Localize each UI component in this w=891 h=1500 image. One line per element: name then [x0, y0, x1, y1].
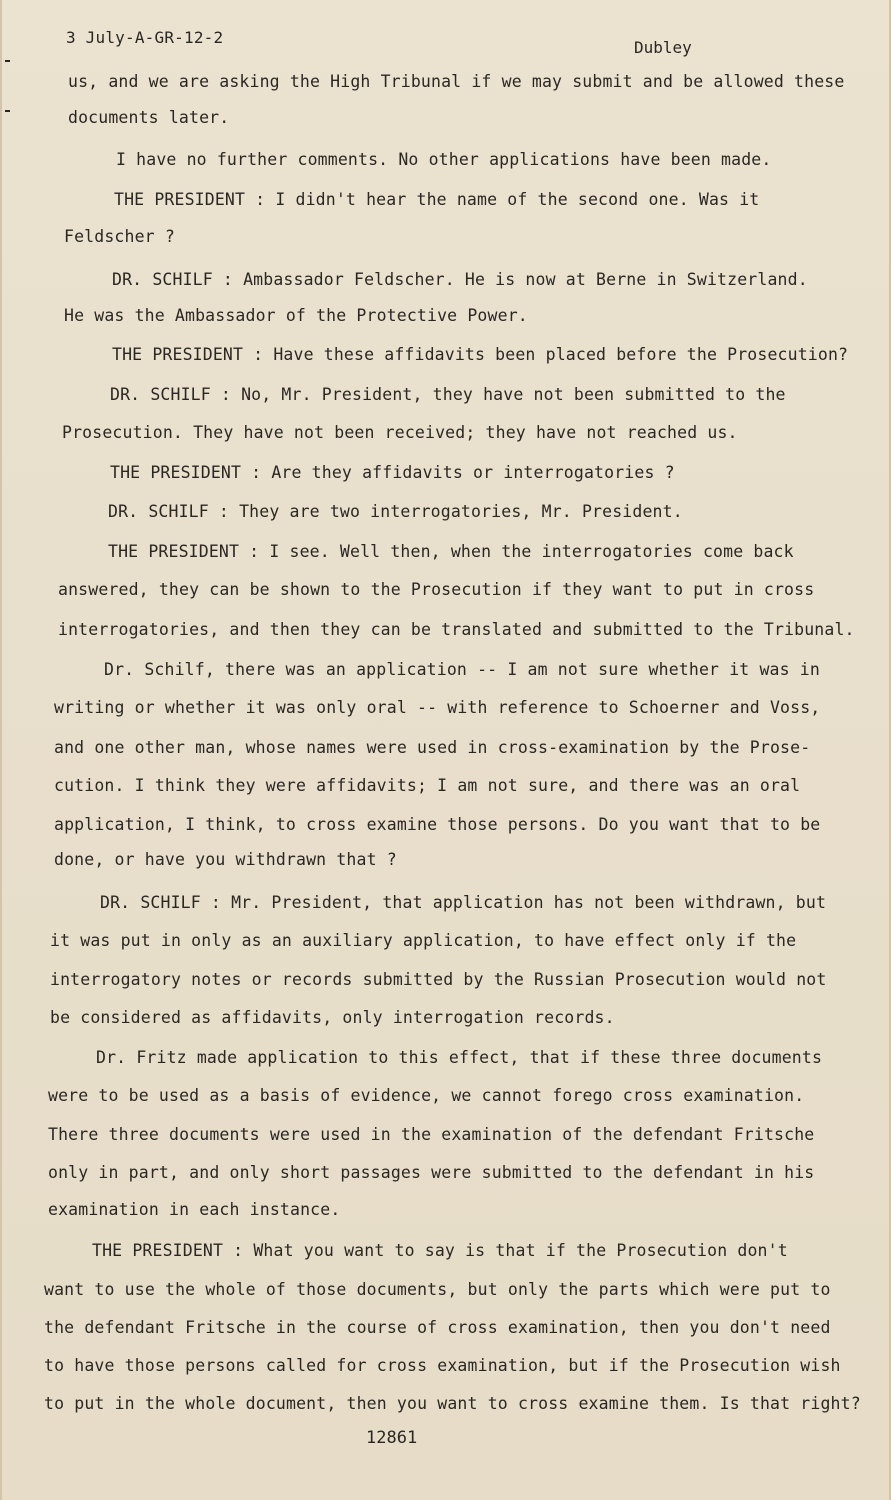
- speaker-line: THE PRESIDENT : I didn't hear the name of the second one. Was it: [114, 190, 760, 209]
- text-line: it was put in only as an auxiliary application, to have effect only if the: [50, 931, 797, 950]
- page-reference: 3 July-A-GR-12-2: [66, 28, 224, 47]
- text-line: writing or whether it was only oral -- with reference to Schoerner and Voss,: [54, 698, 821, 717]
- text-line: Prosecution. They have not been received; they have not reached us.: [62, 423, 738, 442]
- speaker-line: THE PRESIDENT : I see. Well then, when the interrogatories come back: [108, 542, 794, 561]
- text-line: I have no further comments. No other applications have been made.: [116, 150, 772, 169]
- text-line: only in part, and only short passages were submitted to the defendant in his: [48, 1163, 815, 1182]
- text-line: interrogatories, and then they can be translated and submitted to the Tribunal.: [58, 620, 855, 639]
- speaker-line: THE PRESIDENT : Are they affidavits or interrogatories ?: [110, 463, 675, 482]
- text-line: want to use the whole of those documents, but only the parts which were put to: [44, 1280, 831, 1299]
- speaker-line: DR. SCHILF : Mr. President, that application has not been withdrawn, but: [100, 893, 827, 912]
- text-line: documents later.: [68, 108, 230, 127]
- text-line: application, I think, to cross examine those persons. Do you want that to be: [54, 815, 821, 834]
- text-line: done, or have you withdrawn that ?: [54, 850, 397, 869]
- text-line: to put in the whole document, then you want to cross examine them. Is that right?: [44, 1394, 861, 1413]
- text-line: be considered as affidavits, only interrogation records.: [50, 1008, 615, 1027]
- page-number: 12861: [366, 1428, 418, 1448]
- text-line: examination in each instance.: [48, 1200, 341, 1219]
- speaker-line: DR. SCHILF : No, Mr. President, they have not been submitted to the: [110, 385, 786, 404]
- speaker-line: THE PRESIDENT : Have these affidavits been placed before the Prosecution?: [112, 345, 849, 364]
- speaker-line: DR. SCHILF : Ambassador Feldscher. He is now at Berne in Switzerland.: [112, 270, 808, 289]
- margin-mark: [5, 60, 10, 62]
- reporter-name: Dubley: [634, 38, 692, 57]
- margin-mark: [5, 110, 10, 112]
- text-line: Feldscher ?: [64, 227, 175, 246]
- speaker-line: THE PRESIDENT : What you want to say is that if the Prosecution don't: [92, 1241, 788, 1260]
- text-line: answered, they can be shown to the Prosecution if they want to put in cross: [58, 580, 815, 599]
- text-line: the defendant Fritsche in the course of cross examination, then you don't need: [44, 1318, 831, 1337]
- speaker-line: DR. SCHILF : They are two interrogatories, Mr. President.: [108, 502, 683, 521]
- text-line: Dr. Schilf, there was an application -- I am not sure whether it was in: [104, 660, 820, 679]
- text-line: interrogatory notes or records submitted by the Russian Prosecution would not: [50, 970, 827, 989]
- text-line: There three documents were used in the examination of the defendant Fritsche: [48, 1125, 815, 1144]
- text-line: and one other man, whose names were used in cross-examination by the Prose-: [54, 738, 811, 757]
- text-line: Dr. Fritz made application to this effect, that if these three documents: [96, 1048, 823, 1067]
- text-line: us, and we are asking the High Tribunal if we may submit and be allowed these: [68, 72, 845, 91]
- text-line: He was the Ambassador of the Protective Power.: [64, 306, 528, 325]
- text-line: to have those persons called for cross examination, but if the Prosecution wish: [44, 1356, 841, 1375]
- text-line: were to be used as a basis of evidence, we cannot forego cross examination.: [48, 1086, 805, 1105]
- text-line: cution. I think they were affidavits; I am not sure, and there was an oral: [54, 776, 801, 795]
